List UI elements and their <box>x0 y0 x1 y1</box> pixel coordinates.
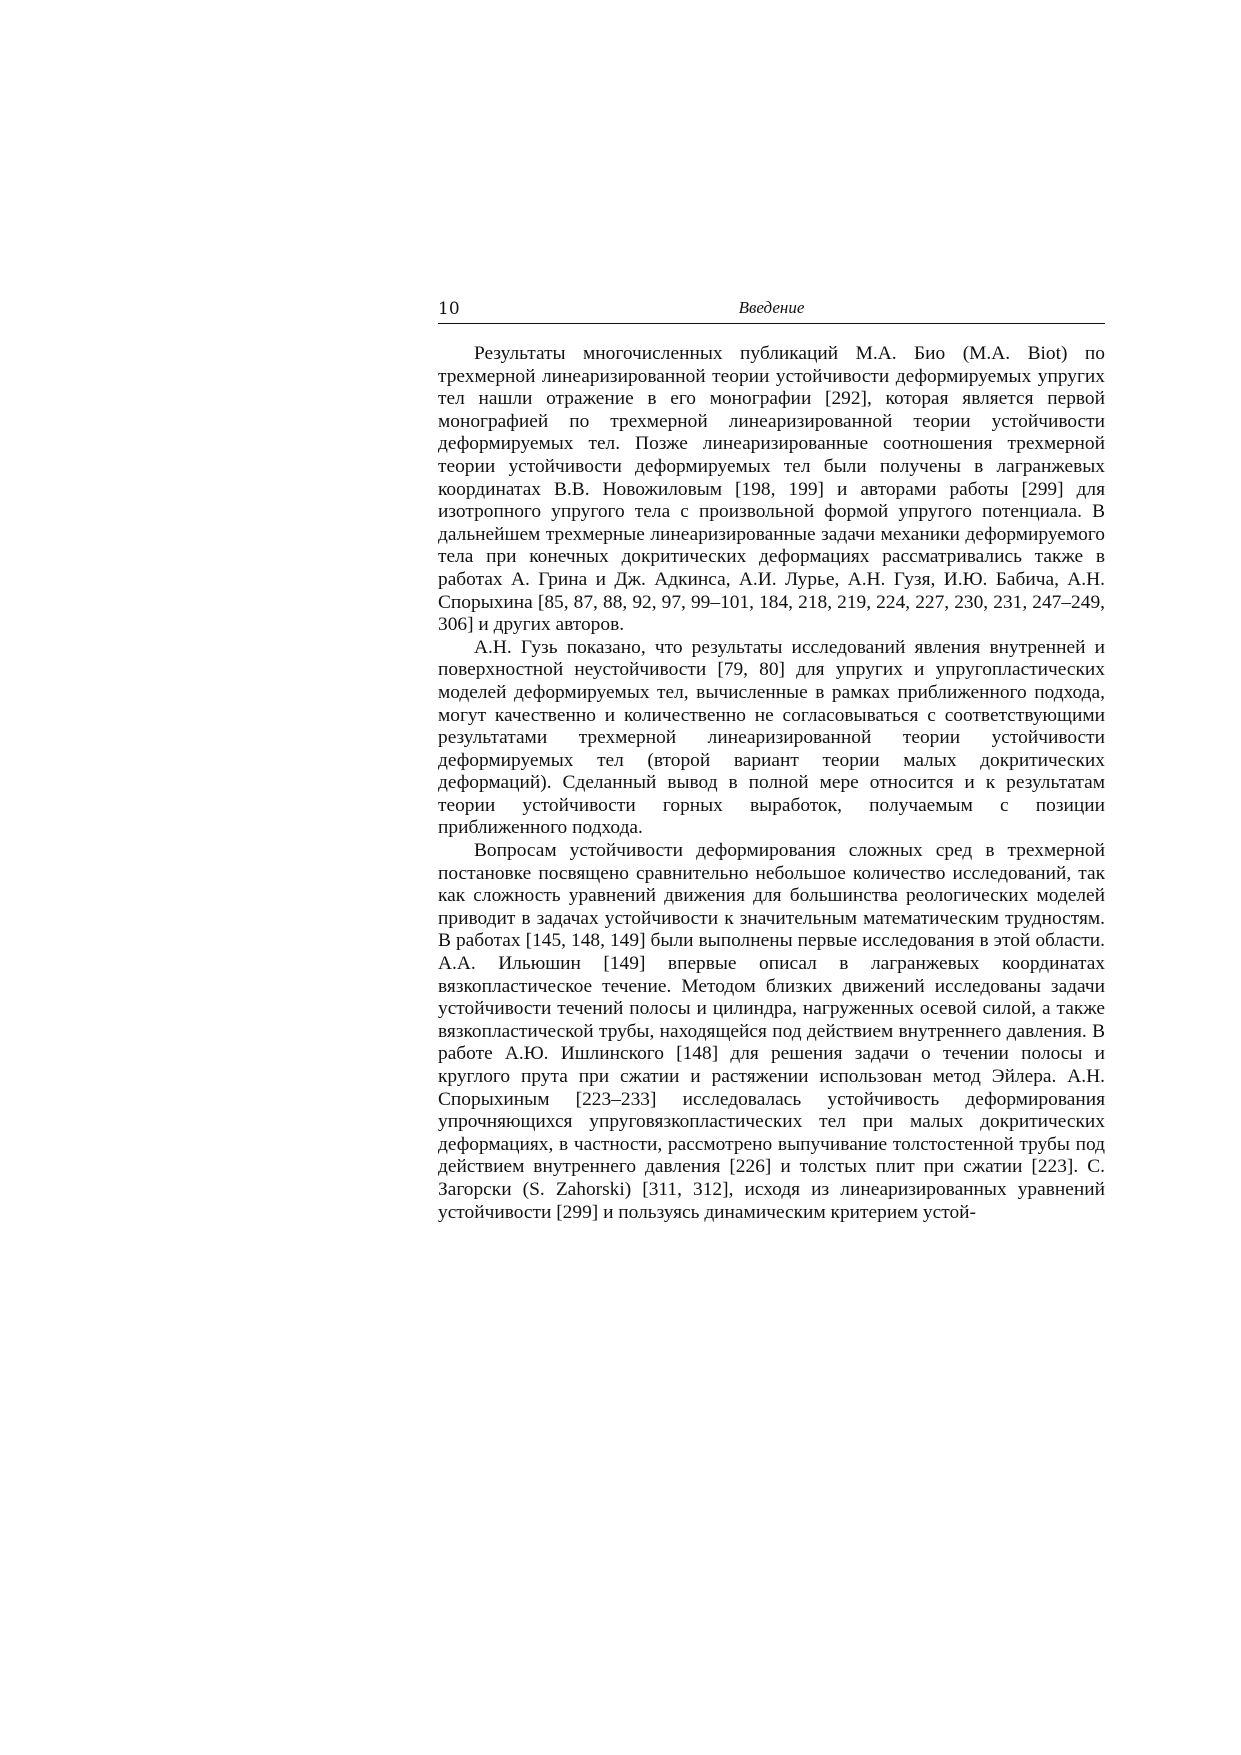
running-title: Введение <box>738 298 805 317</box>
body-text <box>438 343 1105 1224</box>
page-header <box>438 297 1105 324</box>
paragraph-3: Вопросам устойчивости деформирования сложных сред в трехмерной постановке посвящено сравнительно небольшое количество исследований, так как сложность уравнений движения для большинства реологических моделей приводит в задачах устойчивости к значительным математическим трудностям. В работах [145, 148, 149] были выполнены первые исследования в этой области. А.А. Ильюшин [149] впервые описал в лагранжевых координатах вязкопластическое течение. Методом близких движений исследованы задачи устойчивости течений полосы и цилиндра, нагруженных осевой силой, а также вязкопластической трубы, находящейся под действием внутреннего давления. В работе А.Ю. Ишлинского [148] для решения задачи о течении полосы и круглого прута при сжатии и растяжении использован метод Эйлера. А.Н. Спорыхиным [223–233] исследовалась устойчивость деформирования упрочняющихся упруговязкопластических тел при малых докритических деформациях, в частности, рассмотрено выпучивание толстостенной трубы под действием внутреннего давления [226] и толстых плит при сжатии [223]. С. Загорски (S. Zahorski) [311, 312], исходя из линеаризированных уравнений устойчивости [299] и пользуясь динамическим критерием устой- <box>438 840 1105 1223</box>
paragraph-1: Результаты многочисленных публикаций М.А. Био (М.А. Biot) по трехмерной линеаризированной теории устойчивости деформируемых упругих тел нашли отражение в его монографии [292], которая является первой монографией по трехмерной линеаризированной теории устойчивости деформируемых тел. Позже линеаризированные соотношения трехмерной теории устойчивости деформируемых тел были получены в лагранжевых координатах В.В. Новожиловым [198, 199] и авторами работы [299] для изотропного упругого тела с произвольной формой упругого потенциала. В дальнейшем трехмерные линеаризированные задачи механики деформируемого тела при конечных докритических деформациях рассматривались также в работах А. Грина и Дж. Адкинса, А.И. Лурье, А.Н. Гузя, И.Ю. Бабича, А.Н. Спорыхина [85, 87, 88, 92, 97, 99–101, 184, 218, 219, 224, 227, 230, 231, 247–249, 306] и других авторов. <box>438 343 1105 636</box>
page-number: 10 <box>438 299 460 319</box>
paragraph-2: А.Н. Гузь показано, что результаты исследований явления внутренней и поверхностной неустойчивости [79, 80] для упругих и упругопластических моделей деформируемых тел, вычисленные в рамках приближенного подхода, могут качественно и количественно не согласовываться с соответствующими результатами трехмерной линеаризированной теории устойчивости деформируемых тел (второй вариант теории малых докритических деформаций). Сделанный вывод в полной мере относится и к результатам теории устойчивости горных выработок, получаемым с позиции приближенного подхода. <box>438 636 1105 839</box>
